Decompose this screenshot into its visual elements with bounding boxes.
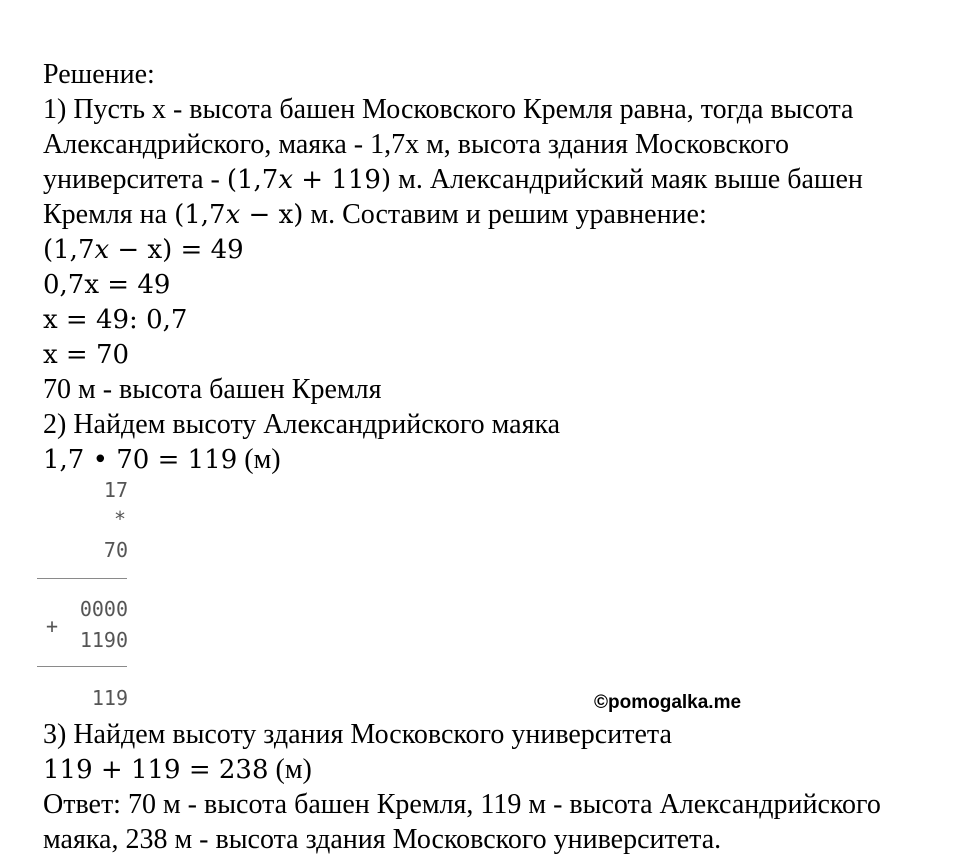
math: 119 + 119 = 238	[43, 755, 269, 785]
calc-multiplicand: 17	[103, 478, 128, 502]
equation-step-3	[43, 338, 129, 372]
step3-equation	[43, 753, 312, 787]
text: 2) Найдем высоту Александрийского маяка	[43, 409, 561, 440]
step1-line2	[43, 128, 789, 162]
math: (1,7	[226, 165, 279, 195]
math: (1,7	[174, 200, 226, 230]
text: Ответ: 70 м - высота башен Кремля, 119 м - высота Александрийского	[43, 789, 881, 820]
heading-solution	[43, 58, 155, 92]
text: 3) Найдем высоту здания Московского университета	[43, 719, 672, 750]
equation-step-1	[43, 268, 170, 302]
math: − х) = 49	[109, 235, 244, 265]
text: 70 м - высота башен Кремля	[43, 374, 382, 405]
calc-rule-bottom	[37, 666, 127, 667]
text: (м)	[268, 754, 312, 785]
calc-partial-2: 1190	[79, 628, 128, 652]
step2-heading	[43, 408, 560, 442]
equation-line	[43, 233, 244, 267]
text: м. Александрийский маяк выше башен	[391, 164, 863, 195]
equation-step-2	[43, 303, 187, 337]
math: х = 49: 0,7	[43, 305, 188, 335]
step1-line1	[43, 93, 853, 127]
step3-heading	[43, 718, 672, 752]
text: Кремля на	[43, 199, 175, 230]
calc-operator: *	[113, 507, 126, 531]
text: м. Составим и решим уравнение:	[303, 199, 707, 230]
calc-plus: +	[46, 614, 59, 638]
text: Александрийского, маяка - 1,7х м, высота здания Московского	[43, 129, 789, 160]
text: Решение:	[43, 59, 155, 90]
answer-line1	[43, 788, 881, 822]
step1-line4	[43, 198, 707, 232]
text: (м)	[237, 444, 281, 475]
kremlin-height-line	[43, 373, 381, 407]
math: (1,7	[43, 235, 95, 265]
calc-rule-top	[37, 578, 127, 579]
step2-equation	[43, 443, 281, 477]
math: 1,7 • 70 = 119	[43, 445, 238, 475]
math: + 119)	[293, 165, 392, 195]
text: маяка, 238 м - высота здания Московского университета.	[43, 824, 722, 855]
math: − х)	[240, 200, 304, 230]
calc-partial-1: 0000	[79, 597, 128, 621]
calc-multiplier: 70	[103, 538, 128, 562]
math-var: x	[94, 235, 110, 265]
math: 0,7х = 49	[43, 270, 171, 300]
step1-line3	[43, 163, 863, 197]
watermark: ©pomogalka.me	[594, 692, 742, 713]
text: университета -	[43, 164, 227, 195]
answer-line2	[43, 823, 721, 857]
math: х = 70	[43, 340, 130, 370]
text: 1) Пусть х - высота башен Московского Кремля равна, тогда высота	[43, 94, 854, 125]
math-var: x	[278, 165, 294, 195]
math-var: x	[225, 200, 241, 230]
calc-result: 119	[91, 686, 128, 710]
